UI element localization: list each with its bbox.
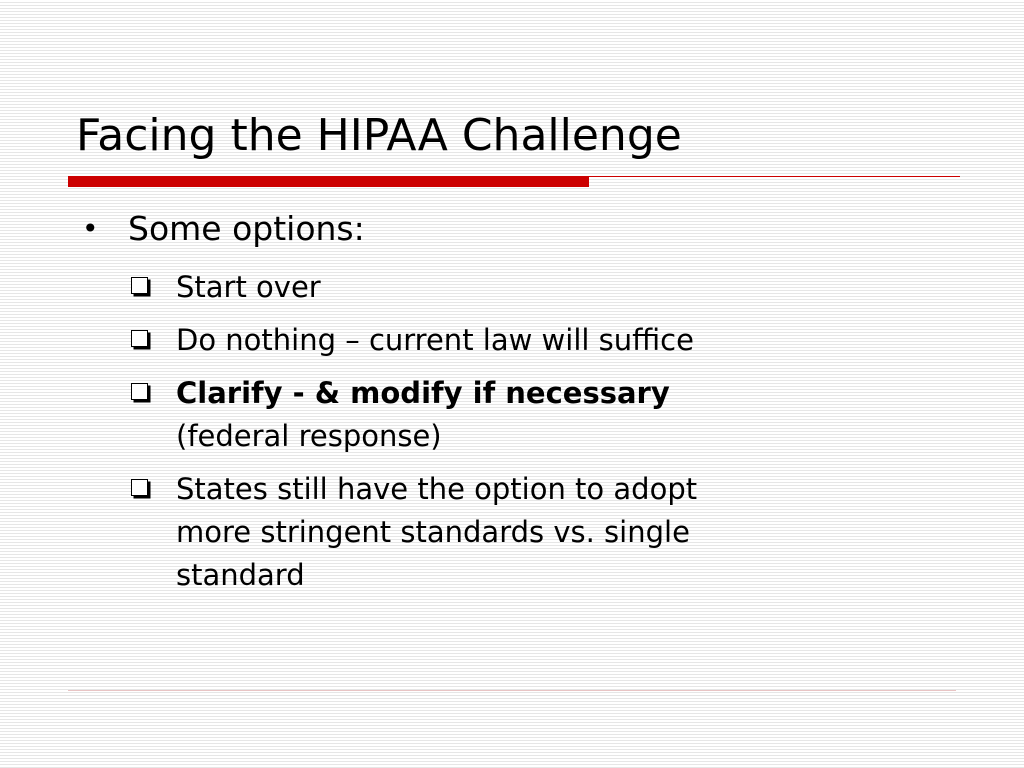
checkbox-bullet-icon — [131, 277, 148, 294]
checkbox-bullet-icon — [131, 383, 148, 400]
sub-item-text: Start over — [176, 270, 321, 304]
sub-item-text: States still have the option to adopt — [176, 472, 698, 506]
checkbox-bullet-icon — [131, 330, 148, 347]
slide-title: Facing the HIPAA Challenge — [76, 110, 682, 161]
slide-content — [76, 206, 956, 597]
sub-item-text: Do nothing – current law will suffice — [176, 323, 694, 357]
bullet-text: Some options: — [128, 209, 365, 248]
title-underline-thick — [68, 176, 589, 187]
sub-item-text: (federal response) — [176, 419, 442, 453]
bullet-dot-icon: • — [82, 212, 99, 245]
sub-item-start-over — [76, 266, 956, 309]
sub-item-states-option — [76, 468, 956, 597]
sub-item-text: standard — [176, 558, 305, 592]
sub-item-do-nothing — [76, 319, 956, 362]
sub-item-clarify — [76, 372, 956, 458]
sub-item-text-bold: Clarify - & modify if necessary — [176, 376, 670, 410]
sub-item-text: more stringent standards vs. single — [176, 515, 690, 549]
footer-divider — [68, 690, 956, 691]
title-underline-thin — [589, 176, 960, 177]
sub-bullet-list — [76, 266, 956, 597]
checkbox-bullet-icon — [131, 479, 148, 496]
bullet-item-some-options — [76, 206, 956, 252]
